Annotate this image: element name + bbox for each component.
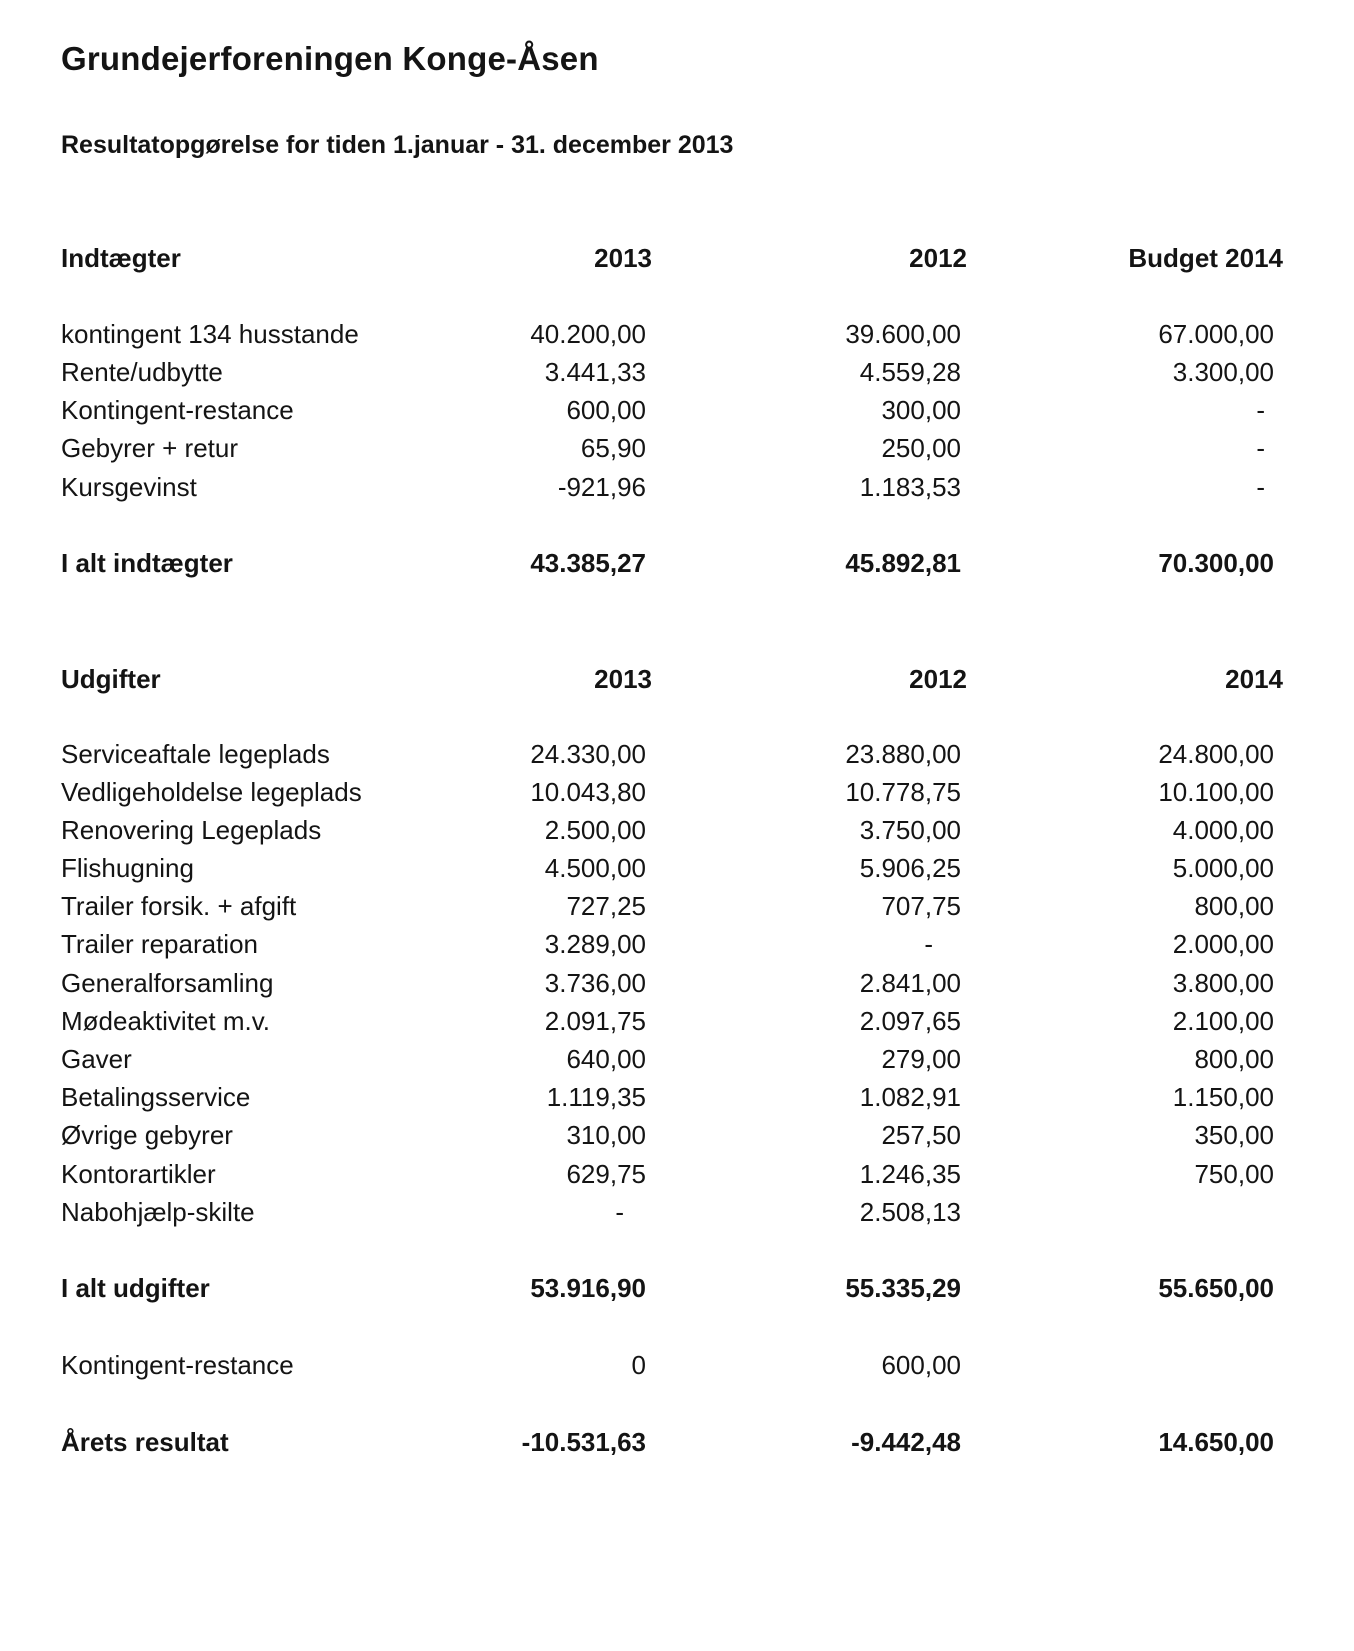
row-label: I alt udgifter <box>61 1273 210 1303</box>
value-2012: 2.841,00 <box>859 968 961 998</box>
row-label: Kursgevinst <box>61 472 197 502</box>
row-label: Renovering Legeplads <box>61 815 322 845</box>
expense-row <box>0 1154 1354 1194</box>
value-2013: 65,90 <box>580 433 646 463</box>
value-2014: 55.650,00 <box>1158 1273 1274 1303</box>
value-2013: 24.330,00 <box>530 739 646 769</box>
value-2013: 1.119,35 <box>546 1082 646 1112</box>
income-row <box>0 428 1354 468</box>
value-2014: 1.150,00 <box>1172 1082 1274 1112</box>
expenses-header-2012: 2012 <box>909 664 967 694</box>
value-2014: 750,00 <box>1194 1159 1274 1189</box>
expense-row <box>0 1077 1354 1117</box>
expenses-header-label: Udgifter <box>61 664 161 694</box>
value-2014: 3.300,00 <box>1172 357 1274 387</box>
income-row <box>0 390 1354 430</box>
row-label: Trailer reparation <box>61 929 259 959</box>
expenses-header-row <box>0 659 1354 699</box>
value-2013: 727,25 <box>566 891 646 921</box>
annual-result-row <box>0 1422 1354 1462</box>
row-label: Gaver <box>61 1044 132 1074</box>
value-2014: 24.800,00 <box>1158 739 1274 769</box>
value-2014: 3.800,00 <box>1172 968 1274 998</box>
expense-row <box>0 886 1354 926</box>
row-label: Gebyrer + retur <box>61 433 239 463</box>
value-2013: 3.736,00 <box>544 968 646 998</box>
row-label: Serviceaftale legeplads <box>61 739 330 769</box>
row-label: kontingent 134 husstande <box>61 319 359 349</box>
income-header-2012: 2012 <box>909 243 967 273</box>
value-2012: 600,00 <box>881 1350 961 1380</box>
value-2012: 39.600,00 <box>845 319 961 349</box>
income-row <box>0 467 1354 507</box>
value-2013: 40.200,00 <box>530 319 646 349</box>
income-total-row <box>0 543 1354 583</box>
value-2012: 4.559,28 <box>859 357 961 387</box>
row-label: Mødeaktivitet m.v. <box>61 1006 271 1036</box>
expense-row <box>0 963 1354 1003</box>
expenses-header-2013: 2013 <box>594 664 652 694</box>
expense-row <box>0 772 1354 812</box>
value-2013: 4.500,00 <box>544 853 646 883</box>
row-label: Kontorartikler <box>61 1159 216 1189</box>
value-2013: 310,00 <box>566 1120 646 1150</box>
income-header-label: Indtægter <box>61 243 181 273</box>
value-2013: 2.091,75 <box>544 1006 646 1036</box>
value-2012: 707,75 <box>881 891 961 921</box>
value-2012: 2.508,13 <box>859 1197 961 1227</box>
expenses-total-row <box>0 1268 1354 1308</box>
expense-row <box>0 1001 1354 1041</box>
value-2013: -10.531,63 <box>521 1427 646 1457</box>
row-label: Rente/udbytte <box>61 357 223 387</box>
row-label: Kontingent-restance <box>61 1350 294 1380</box>
expenses-header-2014: 2014 <box>1225 664 1283 694</box>
expense-row <box>0 1192 1354 1232</box>
statement-subtitle: Resultatopgørelse for tiden 1.januar - 31. december 2013 <box>61 131 734 159</box>
value-2014: - <box>1256 395 1265 425</box>
value-2012: 3.750,00 <box>859 815 961 845</box>
value-2014: 5.000,00 <box>1172 853 1274 883</box>
value-2014: 14.650,00 <box>1158 1427 1274 1457</box>
income-header-row <box>0 238 1354 278</box>
value-2012: 300,00 <box>881 395 961 425</box>
row-label: Betalingsservice <box>61 1082 251 1112</box>
row-label: Vedligeholdelse legeplads <box>61 777 362 807</box>
row-label: I alt indtægter <box>61 548 233 578</box>
value-2012: 1.082,91 <box>859 1082 961 1112</box>
value-2012: 23.880,00 <box>845 739 961 769</box>
value-2014: 2.100,00 <box>1172 1006 1274 1036</box>
value-2014: 800,00 <box>1194 891 1274 921</box>
value-2014: 350,00 <box>1194 1120 1274 1150</box>
value-2013: 3.289,00 <box>544 929 646 959</box>
row-label: Nabohjælp-skilte <box>61 1197 255 1227</box>
value-2012: 55.335,29 <box>845 1273 961 1303</box>
value-2012: 257,50 <box>881 1120 961 1150</box>
value-2014: - <box>1256 433 1265 463</box>
value-2014: 10.100,00 <box>1158 777 1274 807</box>
value-2013: 53.916,90 <box>530 1273 646 1303</box>
expense-row <box>0 734 1354 774</box>
value-2012: 45.892,81 <box>845 548 961 578</box>
value-2012: 1.246,35 <box>859 1159 961 1189</box>
value-2013: 0 <box>631 1350 646 1380</box>
row-label: Årets resultat <box>61 1427 229 1457</box>
row-label: Øvrige gebyrer <box>61 1120 233 1150</box>
value-2014: 4.000,00 <box>1172 815 1274 845</box>
value-2012: 5.906,25 <box>859 853 961 883</box>
value-2012: 279,00 <box>881 1044 961 1074</box>
value-2013: 2.500,00 <box>544 815 646 845</box>
value-2013: 640,00 <box>566 1044 646 1074</box>
value-2013: 629,75 <box>566 1159 646 1189</box>
value-2013: 600,00 <box>566 395 646 425</box>
expense-row <box>0 810 1354 850</box>
income-row <box>0 352 1354 392</box>
value-2014: 70.300,00 <box>1158 548 1274 578</box>
value-2012: 10.778,75 <box>845 777 961 807</box>
expense-row <box>0 924 1354 964</box>
value-2013: 10.043,80 <box>530 777 646 807</box>
value-2012: 250,00 <box>881 433 961 463</box>
value-2012: - <box>924 929 933 959</box>
income-header-2013: 2013 <box>594 243 652 273</box>
value-2013: - <box>615 1197 624 1227</box>
value-2012: -9.442,48 <box>851 1427 961 1457</box>
value-2014: 800,00 <box>1194 1044 1274 1074</box>
row-label: Flishugning <box>61 853 194 883</box>
income-header-budget: Budget 2014 <box>1128 243 1283 273</box>
value-2014: - <box>1256 472 1265 502</box>
value-2012: 1.183,53 <box>859 472 961 502</box>
expense-row <box>0 1115 1354 1155</box>
value-2013: -921,96 <box>557 472 646 502</box>
value-2013: 43.385,27 <box>530 548 646 578</box>
expense-row <box>0 848 1354 888</box>
row-label: Generalforsamling <box>61 968 274 998</box>
row-label: Trailer forsik. + afgift <box>61 891 297 921</box>
income-row <box>0 314 1354 354</box>
value-2012: 2.097,65 <box>859 1006 961 1036</box>
value-2014: 2.000,00 <box>1172 929 1274 959</box>
organization-title: Grundejerforeningen Konge-Åsen <box>61 40 599 77</box>
value-2013: 3.441,33 <box>544 357 646 387</box>
expense-row <box>0 1039 1354 1079</box>
row-label: Kontingent-restance <box>61 395 294 425</box>
restance-row <box>0 1345 1354 1385</box>
value-2014: 67.000,00 <box>1158 319 1274 349</box>
